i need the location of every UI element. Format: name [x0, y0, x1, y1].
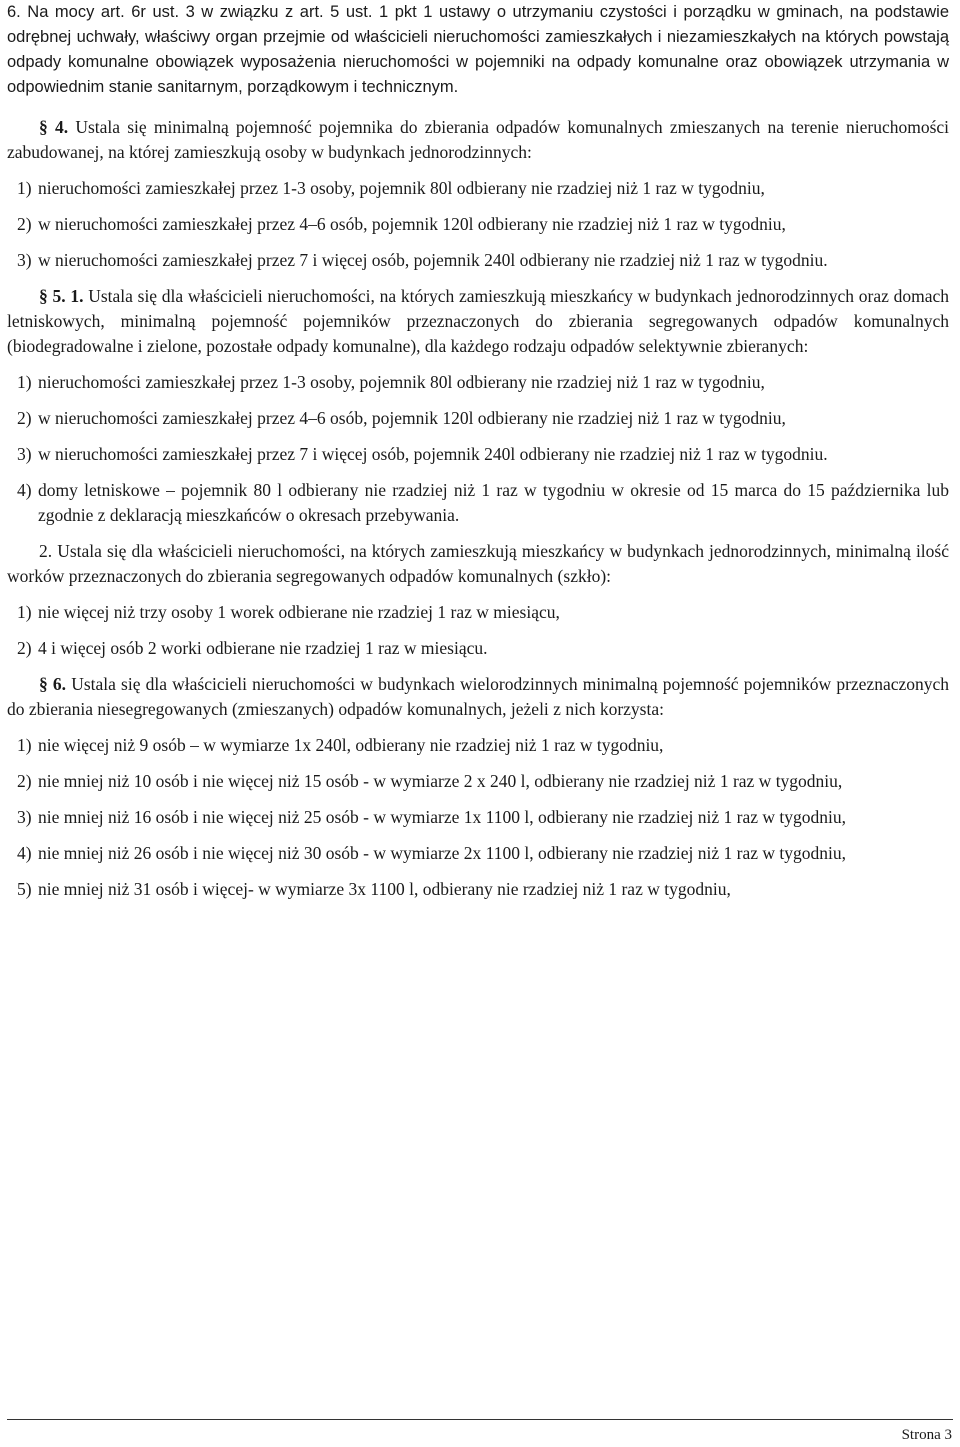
list-item [7, 212, 949, 237]
paragraph-2-text: Ustala się dla właścicieli nieruchomości, na których zamieszkują mieszkańcy w budynkach jednorodzinnych, minimalną ilość worków przeznaczonych do zbierania segregowanych odpadów komunalnych (szkło): [7, 541, 949, 586]
section-5-sign: § 5. 1. [39, 286, 84, 306]
section-4-paragraph [7, 115, 949, 165]
item-text: w nieruchomości zamieszkałej przez 4–6 osób, pojemnik 120l odbierany nie rzadziej niż 1 raz w tygodniu, [38, 214, 786, 234]
item-number: 2) [17, 408, 32, 428]
list-item [7, 370, 949, 395]
list-item [7, 636, 949, 661]
footer-divider [7, 1419, 953, 1420]
item-text: nie mniej niż 16 osób i nie więcej niż 25 osób - w wymiarze 1x 1100 l, odbierany nie rzadziej niż 1 raz w tygodniu, [38, 807, 847, 827]
section-5-paragraph-2-list [7, 600, 949, 661]
section-6-paragraph [7, 672, 949, 722]
item-text: w nieruchomości zamieszkałej przez 7 i więcej osób, pojemnik 240l odbierany nie rzadziej niż 1 raz w tygodniu. [38, 444, 828, 464]
item-number: 5) [17, 879, 32, 899]
list-item [7, 841, 949, 866]
item-text: domy letniskowe – pojemnik 80 l odbierany nie rzadziej niż 1 raz w tygodniu w okresie od 15 marca do 15 października lub zgodnie z deklaracją mieszkańców o okresach przebywania. [38, 480, 949, 525]
item-text: w nieruchomości zamieszkałej przez 7 i więcej osób, pojemnik 240l odbierany nie rzadziej niż 1 raz w tygodniu. [38, 250, 828, 270]
item-number: 2) [17, 638, 32, 658]
item-text: w nieruchomości zamieszkałej przez 4–6 osób, pojemnik 120l odbierany nie rzadziej niż 1 raz w tygodniu, [38, 408, 786, 428]
item-text: nie więcej niż trzy osoby 1 worek odbierane nie rzadziej 1 raz w miesiącu, [38, 602, 560, 622]
item-text: nie mniej niż 10 osób i nie więcej niż 15 osób - w wymiarze 2 x 240 l, odbierany nie rzadziej niż 1 raz w tygodniu, [38, 771, 843, 791]
list-item [7, 406, 949, 431]
section-4-text: Ustala się minimalną pojemność pojemnika do zbierania odpadów komunalnych zmieszanych na terenie nieruchomości zabudowanej, na której zamieszkują osoby w budynkach jednorodzinnych: [7, 117, 950, 162]
list-item [7, 805, 949, 830]
item-text: nieruchomości zamieszkałej przez 1-3 osoby, pojemnik 80l odbierany nie rzadziej niż 1 raz w tygodniu, [38, 372, 765, 392]
item-text: 4 i więcej osób 2 worki odbierane nie rzadziej 1 raz w miesiącu. [38, 638, 488, 658]
item-number: 1) [17, 602, 32, 622]
section-5-text: Ustala się dla właścicieli nieruchomości, na których zamieszkują mieszkańcy w budynkach jednorodzinnych oraz domach letniskowych, minimalną pojemność pojemników przeznaczonych do zbierania segregowanych odpadów komunalnych (biodegradowalne i zielone, pozostałe odpady komunalne), dla każdego rodzaju odpadów selektywnie zbieranych: [7, 286, 950, 356]
item-number: 3) [17, 807, 32, 827]
section-6-list [7, 733, 949, 902]
page-number: Strona 3 [901, 1427, 952, 1443]
list-item [7, 176, 949, 201]
intro-paragraph: 6. Na mocy art. 6r ust. 3 w związku z art. 5 ust. 1 pkt 1 ustawy o utrzymaniu czystości i porządku w gminach, na podstawie odrębnej uchwały, właściwy organ przejmie od właścicieli nieruchomości zamieszkałych i niezamieszkałych na których powstają odpady komunalne obowiązek wyposażenia nieruchomości w pojemniki na odpady komunalne oraz obowiązek utrzymania w odpowiednim stanie sanitarnym, porządkowym i technicznym. [7, 3, 949, 96]
list-item [7, 769, 949, 794]
list-item [7, 877, 949, 902]
section-6-text: Ustala się dla właścicieli nieruchomości w budynkach wielorodzinnych minimalną pojemność pojemników przeznaczonych do zbierania niesegregowanych (zmieszanych) odpadów komunalnych, jeżeli z nich korzysta: [7, 674, 950, 719]
list-item [7, 478, 949, 528]
item-number: 1) [17, 178, 32, 198]
section-6-sign: § 6. [39, 674, 67, 694]
item-number: 1) [17, 372, 32, 392]
list-item [7, 248, 949, 273]
section-5-paragraph [7, 284, 949, 359]
item-text: nieruchomości zamieszkałej przez 1-3 osoby, pojemnik 80l odbierany nie rzadziej niż 1 raz w tygodniu, [38, 178, 765, 198]
document-page [7, 0, 949, 902]
item-number: 2) [17, 214, 32, 234]
item-number: 3) [17, 444, 32, 464]
section-4-sign: § 4. [39, 117, 69, 137]
item-text: nie mniej niż 31 osób i więcej- w wymiarze 3x 1100 l, odbierany nie rzadziej niż 1 raz w tygodniu, [38, 879, 731, 899]
list-item [7, 733, 949, 758]
paragraph-2-number: 2. [39, 541, 53, 561]
item-number: 4) [17, 480, 32, 500]
list-item [7, 600, 949, 625]
item-text: nie mniej niż 26 osób i nie więcej niż 30 osób - w wymiarze 2x 1100 l, odbierany nie rzadziej niż 1 raz w tygodniu, [38, 843, 847, 863]
item-text: nie więcej niż 9 osób – w wymiarze 1x 240l, odbierany nie rzadziej niż 1 raz w tygodniu, [38, 735, 664, 755]
section-4-list [7, 176, 949, 273]
item-number: 4) [17, 843, 32, 863]
item-number: 1) [17, 735, 32, 755]
section-5-list [7, 370, 949, 528]
section-5-paragraph-2 [7, 539, 949, 589]
list-item [7, 442, 949, 467]
item-number: 3) [17, 250, 32, 270]
item-number: 2) [17, 771, 32, 791]
